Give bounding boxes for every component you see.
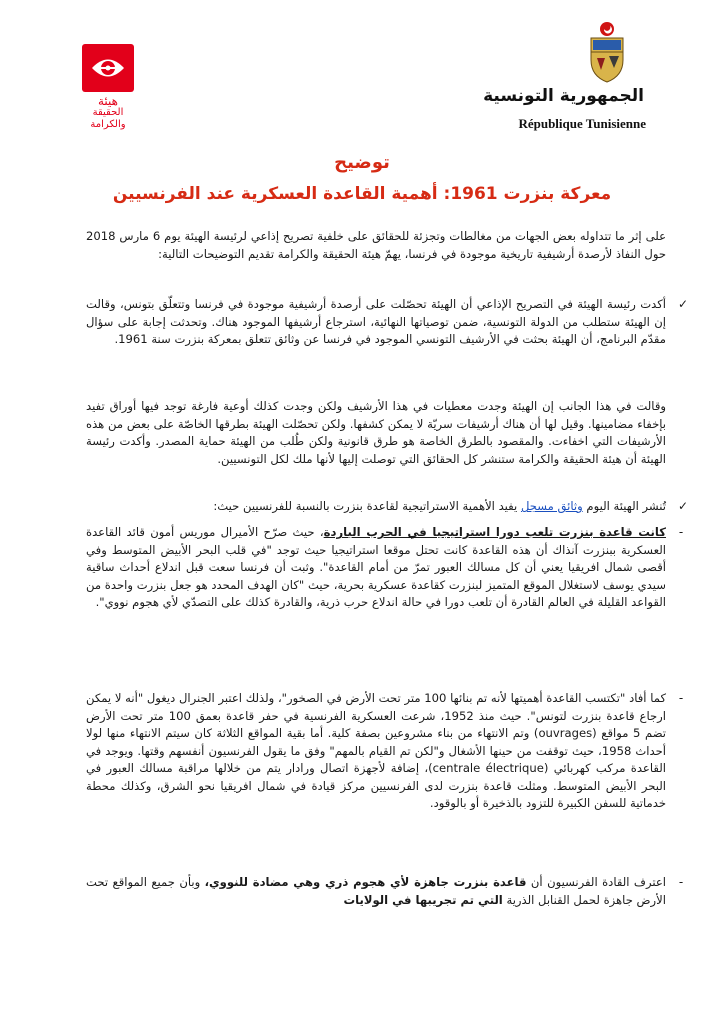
bullet-1-text: أكدت رئيسة الهيئة في التصريح الإذاعي أن الهيئة تحصّلت على أرصدة أرشيفية موجودة في فرنسا وتتعلّق بتونس، وقالت إن الهيئة ستطلب من الدولة التونسية، ضمن توصياتها النهائية، استرجاع أرشيفها الموجود هناك. وتحدثت إجابة على سؤال مقدّم البرنامج، أن الهيئة بحثت في الأرشيف التونسي الموجود في فرنسا عن وثائق تتعلق بمعركة بنزرت سنة 1961. [86, 297, 666, 346]
logo-text-3: والكرامة [90, 119, 126, 130]
dash-3-c: وبأن جميع المواقع تحت الأرض جاهزة لحمل القنابل الذرية [86, 875, 666, 907]
republic-name-french: République Tunisienne [518, 116, 646, 131]
dash-3-bold-1: قاعدة بنزرت جاهزة لأي هجوم ذري وهي مضادة للنووي، [204, 875, 527, 889]
dash-1-rest: ، حيث صرّح الأميرال موريس أمون قائد القاعدة العسكرية ببنزرت آنذاك أن هذه القاعدة كانت تحتل موقعا استراتيجيا حيث توجد "في قلب البحر الأبيض المتوسط وفي أقصى شمال افريقيا يعني أن كل مسالك العبور تمرّ من أمام القاعدة". وثبت أن فرنسا سعت قبل اندلاع أحداث ساقية سيدي يوسف لاستغلال الموقع المتميز لبنزرت كقاعدة عسكرية بحرية، حيث "كان الهدف المحدد هو جعل بنزرت واحدة من القواعد القليلة في العالم القادرة أن تلعب دورا في حالة اندلاع حرب ذرية، والقادرة كذلك على التصدّي لأي هجوم نووي". [86, 525, 666, 609]
tunisia-coat-of-arms-icon [585, 20, 629, 84]
intro-paragraph [86, 228, 666, 263]
logo-text-2: الحقيقة [92, 107, 124, 118]
dash-icon: - [678, 691, 684, 705]
logo-text-1: هيئة [97, 94, 118, 108]
check-icon: ✓ [677, 499, 689, 513]
bullet-2-after: يفيد الأهمية الاستراتيجية لقاعدة بنزرت بالنسبة للفرنسيين حيث: [213, 499, 521, 513]
dash-2-part-1: كما أفاد "تكتسب القاعدة أهميتها لأنه تم بنائها 100 متر تحت الأرض في الصخور"، ولذلك اعتبر الجنرال ديغول "أنه لا يمكن ارجاع قاعدة بنزرت لتونس". حيث منذ 1952، شرعت العسكرية الفرنسية في حفر قاعدة بعمق 100 متر تحت الأرض تضم 5 مواقع [86, 691, 666, 740]
dash-item-2 [86, 690, 684, 813]
paragraph-2 [86, 398, 666, 468]
dash-2-part-3: ، إضافة لأجهزة اتصال ورادار يتم من خلالها مراقبة مسالك العبور في البحر الأبيض المتوسط. ومثلت قاعدة بنزرت لدى الفرنسيين مركز قيادة في شمال افريقيا نحو الشرق، وكذلك محطة خدماتية للسفن الكبيرة للتزود بالذخيرة أو بالوقود. [86, 761, 666, 810]
dash-item-1 [86, 524, 684, 612]
republic-name-arabic: الجمهورية التونسية [483, 86, 644, 106]
document-subtitle: معركة بنزرت 1961: أهمية القاعدة العسكرية عند الفرنسيين [112, 184, 612, 204]
ivd-logo [82, 44, 134, 134]
dash-1-bold: كانت قاعدة بنزرت تلعب دورا استراتيجيا في الحرب الباردة [323, 525, 666, 539]
dash-2-centrale: (centrale électrique) [428, 761, 549, 775]
bullet-1 [86, 296, 689, 349]
bullet-2 [86, 498, 689, 516]
dash-3-bold-2: التي تم تجريبها في الولايات [343, 892, 503, 907]
documents-link[interactable]: وثائق مسجل [520, 499, 583, 513]
dash-2-ouvrages: (ouvrages) [533, 726, 597, 740]
dash-item-3 [86, 874, 684, 909]
dash-icon: - [678, 525, 684, 539]
dash-3-a: اعترف القادة الفرنسيون أن [526, 875, 666, 889]
ivd-logo-icon [82, 44, 134, 92]
bullet-2-before: تُنشر الهيئة اليوم [582, 499, 666, 513]
check-icon: ✓ [677, 297, 689, 311]
dash-icon: - [678, 875, 684, 889]
dash-2-part-2: وتم الانتهاء من بناء مشروعين بصفة كلية. أما بقية المواقع الثلاثة كان سيتم الانتهاء منها لولا أحداث 1958، حيث توقفت من حينها الأشغال و"لكن تم القيام بالمهم" وفق ما يقول الفرنسيون أنفسهم وقتها. ويوجد في القاعدة مركب كهربائي [86, 726, 667, 775]
document-title: توضيح [334, 152, 390, 173]
paragraph-2-text: وقالت في هذا الجانب إن الهيئة وجدت معطيات في هذا الأرشيف ولكن وجدت كذلك أوعية فارغة توجد فيها أوراق تفيد بإخفاء مضامينها. وقيل لها أن هناك أرشيفات سريّة لا يمكن كشفها. ولكن تحصّلت الهيئة بطرقها الخاصّة على بعض من هذه الأرشيفات التي اخفاءت. والمقصود بالطرق الخاصة هو طرق قانونية ولكن طُلب من الهيئة حماية المصدر. وأكدت رئيسة الهيئة أن هيئة الحقيقة والكرامة ستنشر كل الحقائق التي توصلت إليها لأنها ملك لكل التونسيين. [86, 399, 666, 466]
intro-text: على إثر ما تتداوله بعض الجهات من مغالطات وتجزئة للحقائق على خلفية تصريح إذاعي لرئيسة الهيئة يوم 6 مارس 2018 حول النفاذ لأرصدة أرشيفية تاريخية موجودة في فرنسا، يهمّ هيئة الحقيقة والكرامة تقديم التوضيحات التالية: [86, 229, 666, 261]
